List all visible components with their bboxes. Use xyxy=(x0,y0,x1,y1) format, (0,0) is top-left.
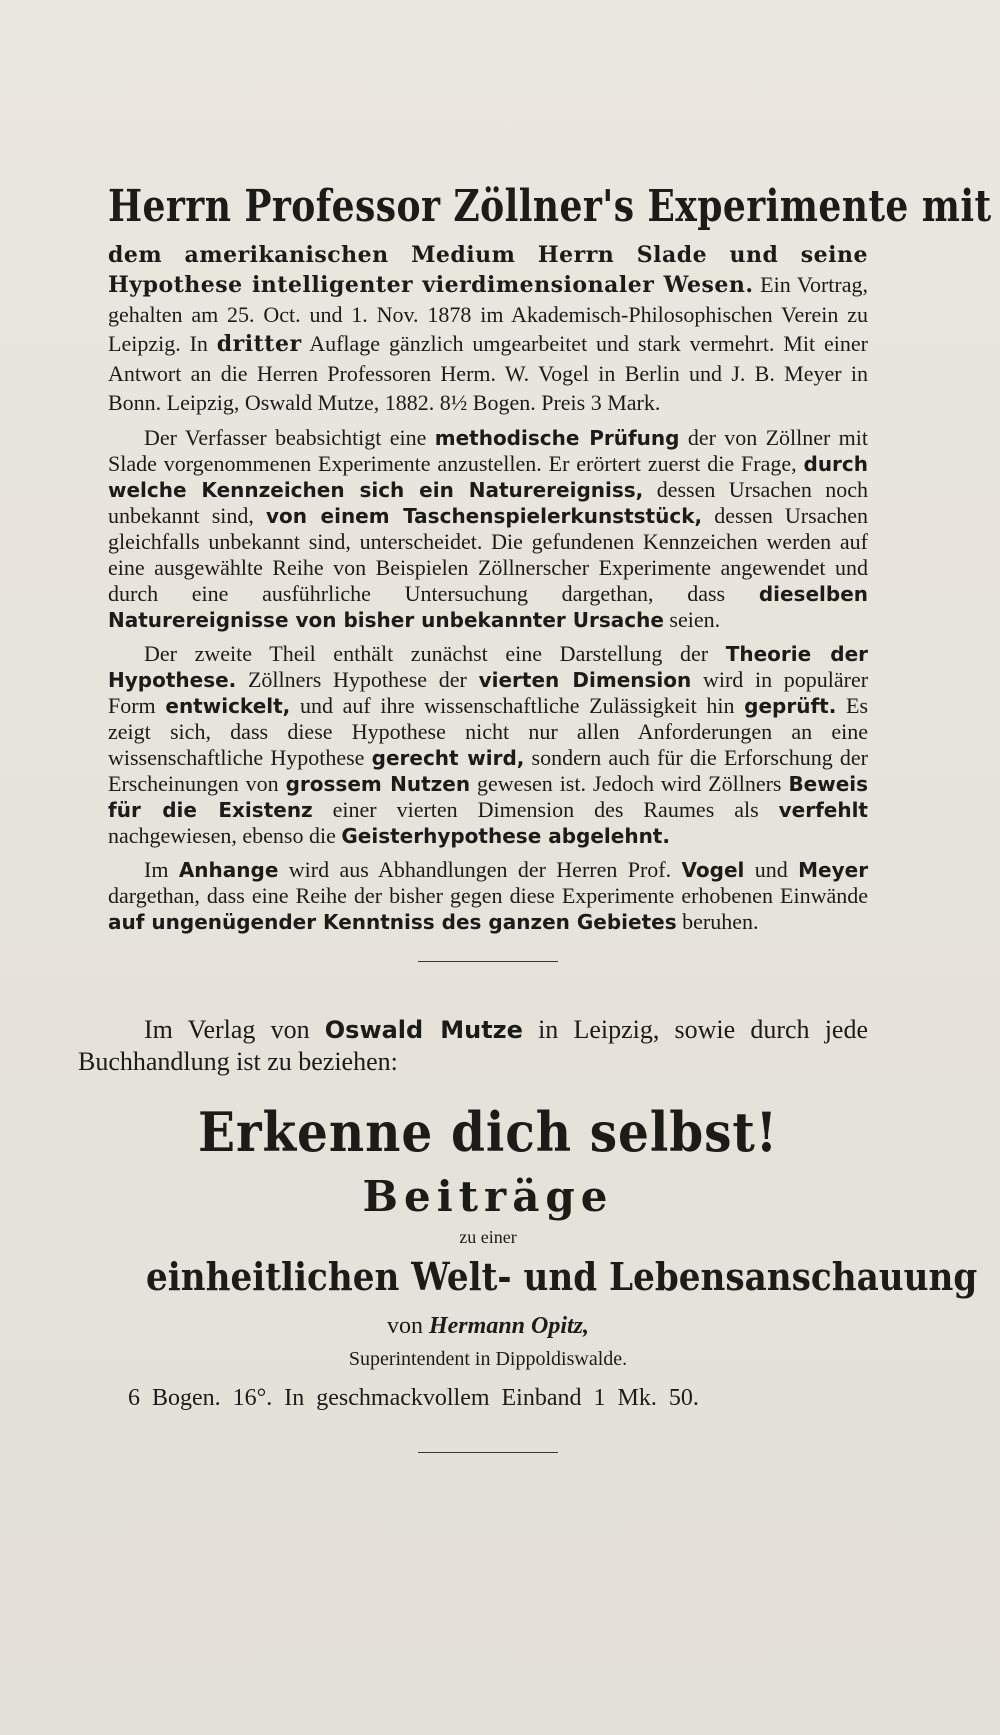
bold-run: von einem Taschenspielerkunststück, xyxy=(265,504,703,528)
text-run: dessen Ursachen gleichfalls unbekannt sind, unterscheidet. Die gefundenen Kennzeichen werden auf eine ausgewählte Reihe von Beispielen Zöllnerscher Experimente angewendet und durch eine ausführliche Untersuchung dargethan, dass xyxy=(108,503,868,606)
bold-run: durch welche Kennzeichen sich ein Naturereigniss, xyxy=(108,452,869,502)
bold-run: grossem Nutzen xyxy=(285,772,471,796)
text-run: in Leipzig, sowie durch jede Buchhandlung ist zu beziehen: xyxy=(78,1015,868,1076)
bold-run: Meyer xyxy=(798,858,869,882)
bold-run: auf ungenügender Kenntniss des ganzen Gebietes xyxy=(108,910,677,934)
entry-details: Ein Vortrag, gehalten am 25. Oct. und 1. Nov. 1878 im Akademisch-Philosophischen Verein zu Leipzig. In xyxy=(108,272,868,356)
text-run: und auf ihre wissenschaftliche Zulässigkeit hin xyxy=(299,693,735,718)
book-author-line xyxy=(108,1313,868,1340)
text-run: gewesen ist. Jedoch wird Zöllners xyxy=(477,771,782,796)
divider xyxy=(418,961,558,962)
text-run: Es zeigt sich, dass diese Hypothese nicht nur allen Anforderungen an eine wissenschaftliche Hypothese xyxy=(108,693,869,770)
text-run: seien. xyxy=(669,607,721,632)
bold-run: methodische Prüfung xyxy=(434,426,680,450)
text-run: einer vierten Dimension des Raumes als xyxy=(332,797,759,822)
text-run: Im xyxy=(144,857,169,882)
entry-details-2: Auflage gänzlich umgearbeitet und stark vermehrt. Mit einer Antwort an die Herren Professoren Herm. W. Vogel in Berlin und J. B. Meyer in Bonn. Leipzig, Oswald Mutze, 1882. 8½ Bogen. Preis 3 Mark. xyxy=(108,331,868,415)
edition-emphasis: dritter xyxy=(216,331,302,357)
paragraph-2 xyxy=(108,641,868,849)
text-run: beruhen. xyxy=(682,909,759,934)
text-run: und xyxy=(754,857,788,882)
bold-run: entwickelt, xyxy=(165,694,291,718)
bold-run: gerecht wird, xyxy=(371,746,525,770)
bold-run: Theorie der Hypothese. xyxy=(108,642,868,692)
text-run: dessen Ursachen noch unbekannt sind, xyxy=(108,477,869,528)
bold-run: Geisterhypothese abgelehnt. xyxy=(341,824,670,848)
text-run: dargethan, dass eine Reihe der bisher gegen diese Experimente erhobenen Einwände xyxy=(108,883,868,908)
bold-run: verfehlt xyxy=(778,798,868,822)
bold-run: Vogel xyxy=(681,858,745,882)
text-run: sondern auch für die Erforschung der Erscheinungen von xyxy=(108,745,869,796)
content xyxy=(78,178,992,1453)
author-prefix: von xyxy=(386,1313,423,1339)
paragraph-1 xyxy=(108,425,868,633)
book-connector: zu einer xyxy=(459,1227,517,1247)
publisher-intro xyxy=(78,1014,868,1078)
text-run: nachgewiesen, ebenso die xyxy=(108,823,336,848)
book-price: 6 Bogen. 16°. In geschmackvollem Einband 1 Mk. 50. xyxy=(128,1385,699,1411)
bold-run: vierten Dimension xyxy=(478,668,692,692)
bold-run: geprüft. xyxy=(744,694,837,718)
book-main-title: einheitlichen Welt- und Lebensanschauung xyxy=(146,1254,978,1299)
text-run: Der zweite Theil enthält zunächst eine Darstellung der xyxy=(144,641,709,666)
book-subtitle: Beiträge xyxy=(362,1172,614,1221)
ad-title: Herrn Professor Zöllner's Experimente mit xyxy=(108,181,992,232)
book-entry xyxy=(108,240,868,417)
text-run: wird in populärer Form xyxy=(108,667,869,718)
paragraph-3 xyxy=(108,857,868,935)
text-run: Im Verlag von xyxy=(144,1015,310,1044)
publisher-name: Oswald Mutze xyxy=(324,1016,523,1044)
book-title: Erkenne dich selbst! xyxy=(198,1100,778,1164)
bold-run: Anhange xyxy=(178,858,279,882)
text-run: der von Zöllner mit Slade vorgenommenen Experimente anzustellen. Er erörtert zuerst die Frage, xyxy=(108,425,869,476)
bold-run: Beweis für die Existenz xyxy=(108,772,869,822)
divider-bottom xyxy=(418,1452,558,1453)
text-run: Der Verfasser beabsichtigt eine xyxy=(144,425,427,450)
text-run: wird aus Abhandlungen der Herren Prof. xyxy=(288,857,672,882)
author-name: Hermann Opitz, xyxy=(428,1313,590,1339)
bold-run: dieselben Naturereignisse von bisher unbekannter Ursache xyxy=(108,582,868,632)
author-role: Superintendent in Dippoldiswalde. xyxy=(348,1348,628,1370)
text-run: Zöllners Hypothese der xyxy=(247,667,467,692)
title-continuation: dem amerikanischen Medium Herrn Slade und seine Hypothese intelligenter vierdimensionaler Wesen. xyxy=(108,242,868,298)
